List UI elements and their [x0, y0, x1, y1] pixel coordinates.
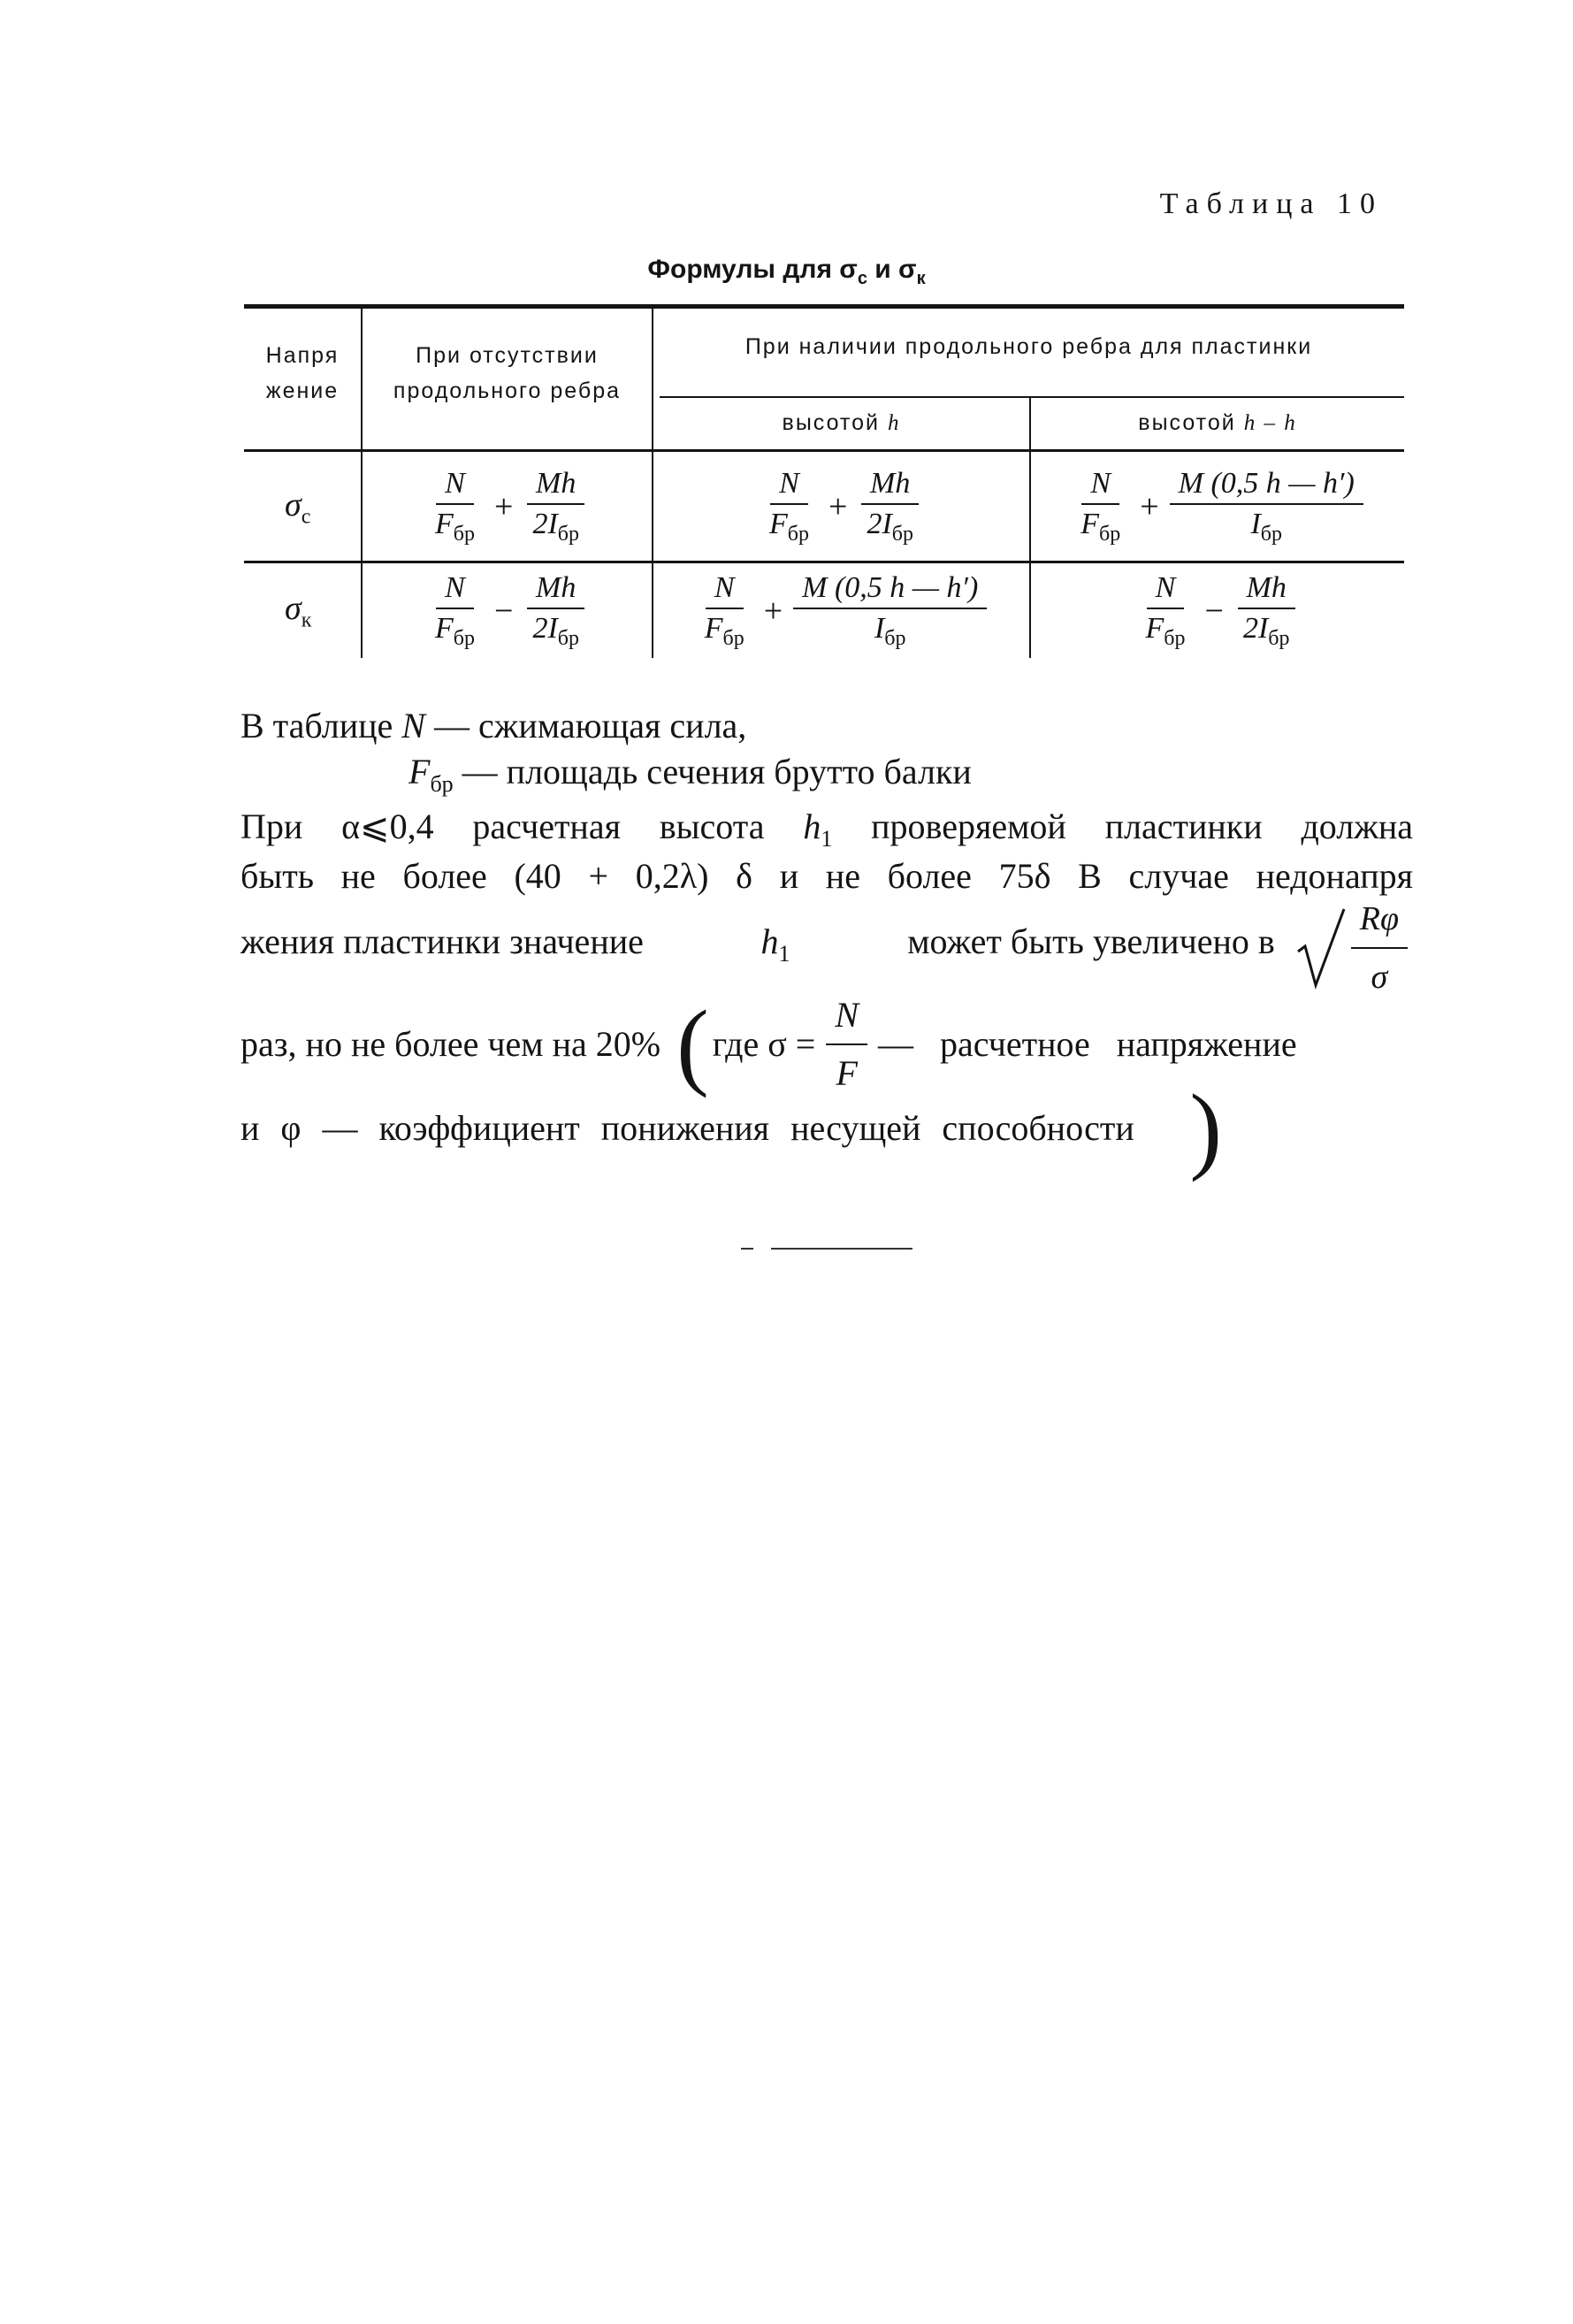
end-rule: [771, 1248, 912, 1250]
open-paren: (: [676, 990, 709, 1098]
paragraph-line-3: жения пластинки значение $h_1$ может быть увеличено в $\frac{R\varphi}{\sigma}$: [241, 906, 1413, 990]
symbol-sigma-c: $\sigma_с$: [285, 486, 311, 529]
header-with-rib: При наличии продольного ребра для пластинки: [745, 334, 1313, 359]
end-mark-dot: [741, 1248, 753, 1250]
table-top-rule: [244, 304, 1404, 309]
formula-table: [244, 304, 1404, 658]
header-height-h-h: высотой h – h: [1138, 410, 1297, 435]
formula-sigma-k-no-rib: $\frac{N}{F_{бр}}$ − $\frac{Mh}{2I_{бр}}$: [363, 564, 652, 658]
symbol-sigma-k: $\sigma_к$: [285, 590, 312, 632]
formula-sigma-c-no-rib: $\frac{N}{F_{бр}}$ + $\frac{Mh}{2I_{бр}}$: [363, 455, 652, 559]
header-height-h: высотой h: [782, 410, 901, 435]
close-paren: ): [1189, 1074, 1222, 1182]
header-no-rib: При отсутствии продольного ребра: [393, 343, 622, 403]
radical-sign-icon: [1296, 906, 1346, 990]
paragraph-line-4: раз, но не более чем на 20% ( где σ = $\frac{N}{F}$ — расчетное напряжение: [241, 990, 1297, 1098]
sqrt-expression: $\frac{R\varphi}{\sigma}$: [1296, 893, 1413, 1003]
header-load: Напря жение: [265, 343, 340, 403]
paragraph-line-5: и φ — коэффициент понижения несущей способности ): [241, 1074, 1222, 1182]
table-caption: Таблица 10: [1159, 187, 1383, 220]
table-title: Формулы для $\sigma_с$ и $\sigma_к$: [647, 255, 926, 288]
paragraph-line-2: быть не более (40 + 0,2λ) δ и не более 75δ В случае недонапря: [241, 856, 1413, 896]
formula-sigma-c-rib-h: $\frac{N}{F_{бр}}$ + $\frac{Mh}{2I_{бр}}$: [653, 455, 1029, 559]
header-split-rule: [660, 396, 1404, 398]
formula-sigma-k-rib-h-h: $\frac{N}{F_{бр}}$ − $\frac{Mh}{2I_{бр}}$: [1031, 564, 1404, 658]
row-divider-rule: [244, 561, 1404, 563]
paragraph-line-1: При α⩽0,4 расчетная высота $h_1$ проверяемой пластинки должна: [241, 807, 1414, 852]
note-line-1: В таблице N — сжимающая сила,: [241, 706, 747, 745]
header-bottom-rule: [244, 449, 1404, 452]
formula-sigma-c-rib-h-h: $\frac{N}{F_{бр}}$ + $\frac{M (0,5 h — h')}{I_{бр}}$: [1031, 455, 1404, 559]
note-line-2: $F_{бр}$ — площадь сечения брутто балки: [409, 752, 972, 797]
formula-sigma-k-rib-h: $\frac{N}{F_{бр}}$ + $\frac{M (0,5 h — h')}{I_{бр}}$: [653, 564, 1029, 658]
